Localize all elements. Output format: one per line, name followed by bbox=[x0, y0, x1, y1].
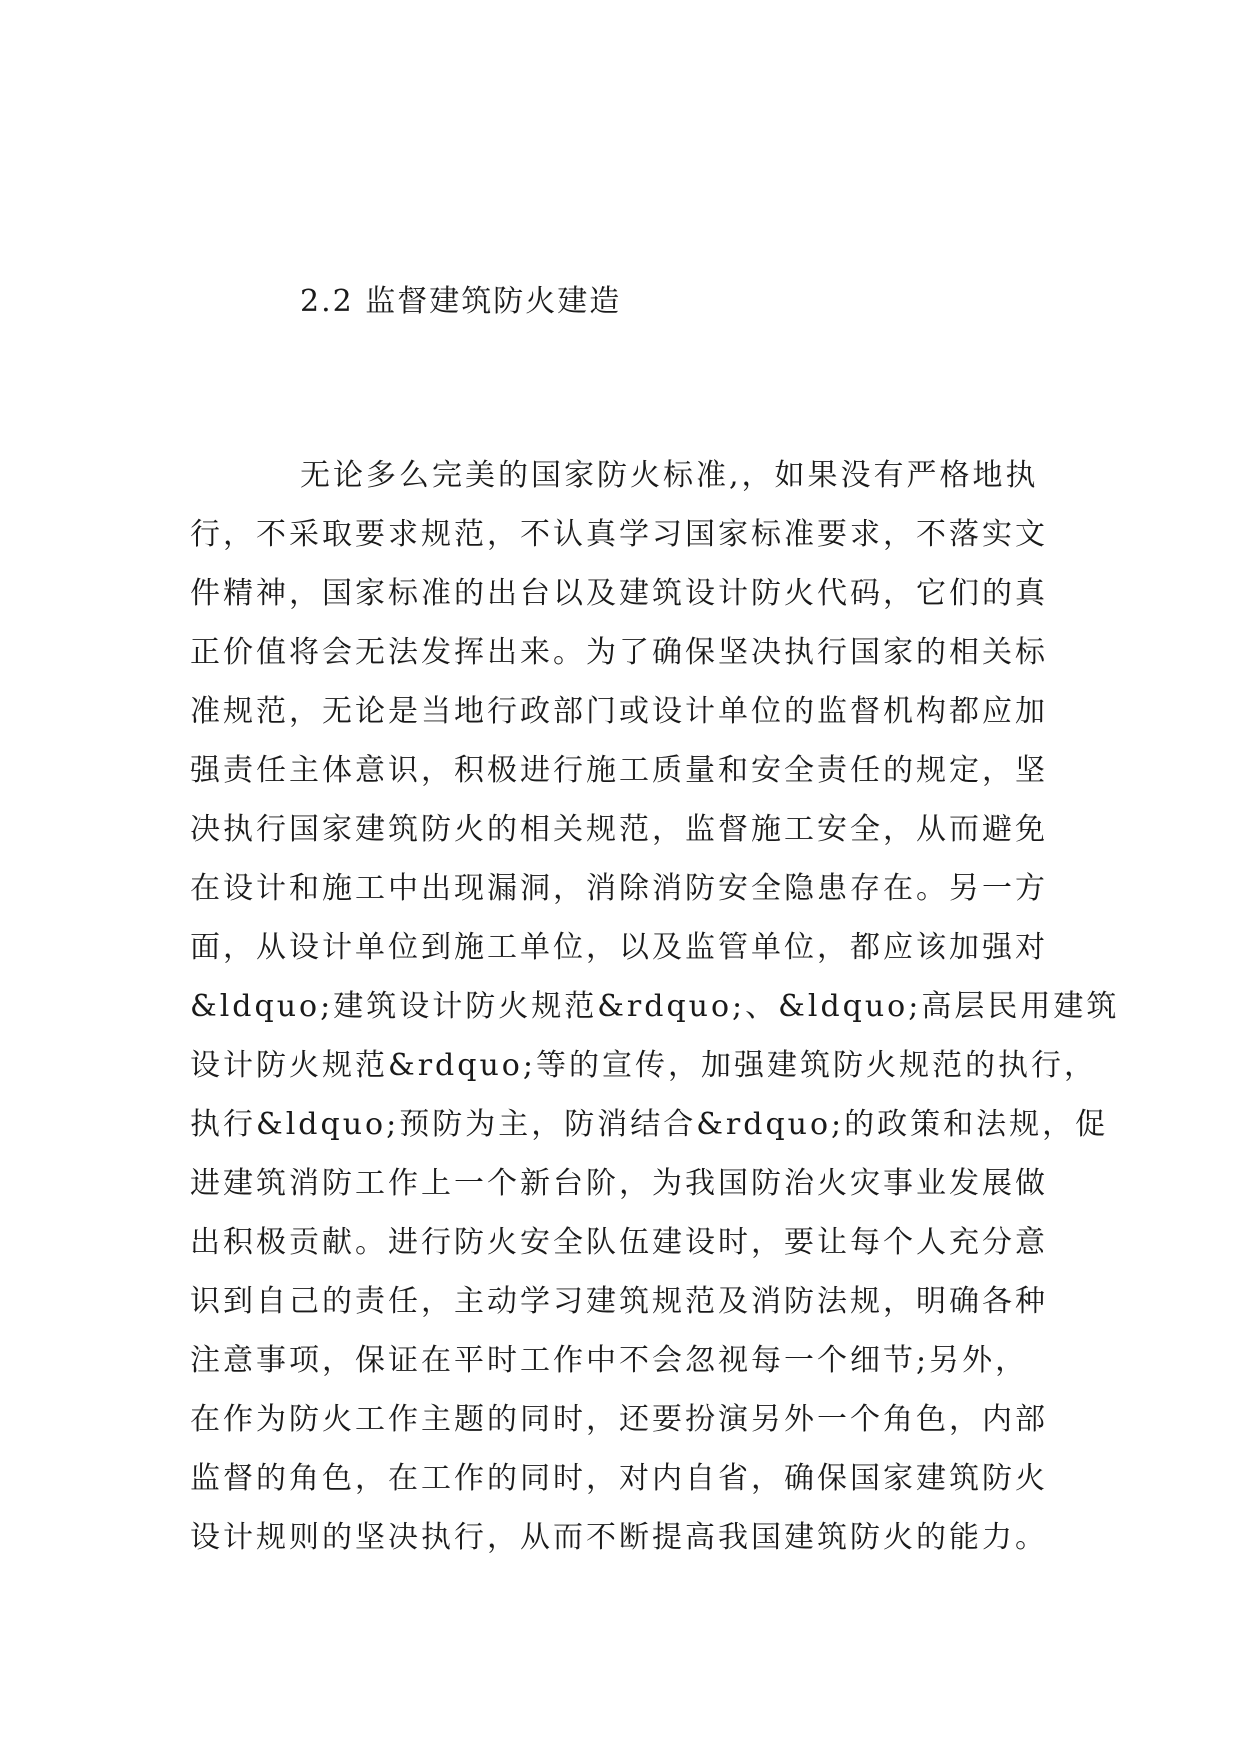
paragraph-line: 正价值将会无法发挥出来。为了确保坚决执行国家的相关标 bbox=[190, 635, 1048, 670]
paragraph-line: 行，不采取要求规范，不认真学习国家标准要求，不落实文 bbox=[190, 517, 1048, 552]
paragraph-line: 设计防火规范&rdquo;等的宣传，加强建筑防火规范的执行， bbox=[190, 1048, 1097, 1083]
paragraph-line: 监督的角色，在工作的同时，对内自省，确保国家建筑防火 bbox=[190, 1461, 1048, 1496]
paragraph-line: 执行&ldquo;预防为主，防消结合&rdquo;的政策和法规，促 bbox=[190, 1107, 1109, 1142]
paragraph-line: 准规范，无论是当地行政部门或设计单位的监督机构都应加 bbox=[190, 694, 1048, 729]
paragraph-line: 强责任主体意识，积极进行施工质量和安全责任的规定，坚 bbox=[190, 753, 1048, 788]
paragraph-line: 在设计和施工中出现漏洞，消除消防安全隐患存在。另一方 bbox=[190, 871, 1048, 906]
paragraph-line: 在作为防火工作主题的同时，还要扮演另外一个角色，内部 bbox=[190, 1402, 1048, 1437]
paragraph-line: 件精神，国家标准的出台以及建筑设计防火代码，它们的真 bbox=[190, 576, 1048, 611]
paragraph-line: 识到自己的责任，主动学习建筑规范及消防法规，明确各种 bbox=[190, 1284, 1048, 1319]
paragraph-line: &ldquo;建筑设计防火规范&rdquo;、&ldquo;高层民用建筑 bbox=[190, 989, 1120, 1024]
paragraph-line: 面，从设计单位到施工单位，以及监管单位，都应该加强对 bbox=[190, 930, 1048, 965]
paragraph-line: 设计规则的坚决执行，从而不断提高我国建筑防火的能力。 bbox=[190, 1520, 1048, 1555]
paragraph-line: 注意事项，保证在平时工作中不会忽视每一个细节;另外， bbox=[190, 1343, 1029, 1378]
paragraph-line: 出积极贡献。进行防火安全队伍建设时，要让每个人充分意 bbox=[190, 1225, 1048, 1260]
body-paragraph bbox=[190, 446, 1120, 1567]
section-heading: 2.2 监督建筑防火建造 bbox=[300, 284, 622, 319]
paragraph-line: 决执行国家建筑防火的相关规范，监督施工安全，从而避免 bbox=[190, 812, 1048, 847]
paragraph-line: 无论多么完美的国家防火标准,，如果没有严格地执 bbox=[300, 458, 1039, 493]
paragraph-line: 进建筑消防工作上一个新台阶，为我国防治火灾事业发展做 bbox=[190, 1166, 1048, 1201]
